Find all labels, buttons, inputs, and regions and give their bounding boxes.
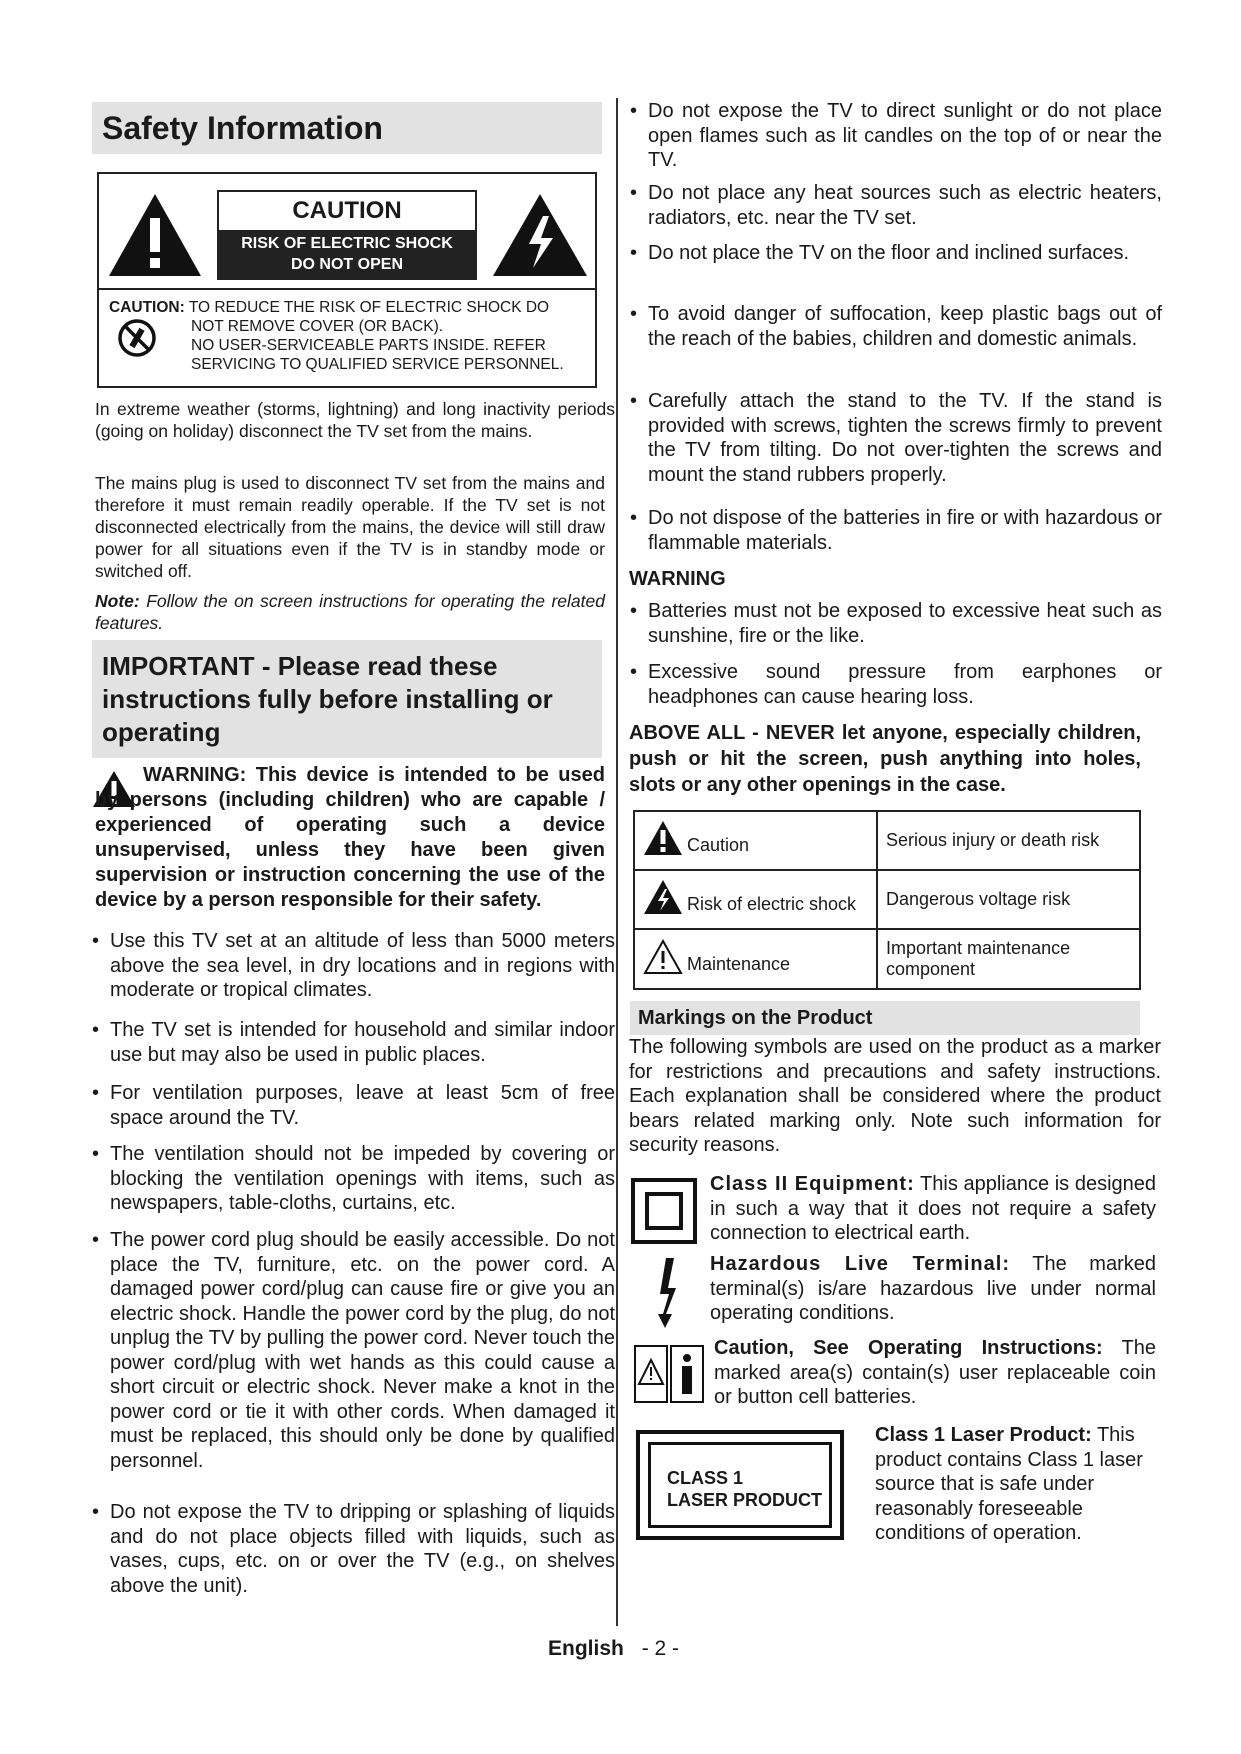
list-item: • To avoid danger of suffocation, keep plastic bags out of the reach of the babies, children and domestic animals. xyxy=(630,303,1162,350)
mains-paragraph: The mains plug is used to disconnect TV set from the mains and therefore it must remain readily operable. If the TV set is not disconnected electrically from the mains, the device will still draw power for all situations even if the TV is in standby mode or switched off. xyxy=(95,473,605,581)
table-row xyxy=(634,811,1140,870)
warning-heading: WARNING xyxy=(629,568,726,590)
see-instructions-icon xyxy=(632,1340,706,1406)
caution-box xyxy=(97,172,597,388)
list-item: • Do not expose the TV to direct sunlight or do not place open flames such as lit candles on the top of or near the TV. xyxy=(630,100,1162,171)
markings-heading: Markings on the Product xyxy=(630,1001,1140,1035)
electric-shock-icon xyxy=(643,879,683,915)
page-number: - 2 - xyxy=(641,1637,680,1660)
list-item: • Use this TV set at an altitude of less than 5000 meters above the sea level, in dry locations and in regions with moderate or tropical climates. xyxy=(92,930,615,1001)
list-item: • Excessive sound pressure from earphones or headphones can cause hearing loss. xyxy=(630,661,1162,708)
markings-intro: The following symbols are used on the product as a marker for restrictions and precautions and safety instructions. Each explanation shall be considered where the product bears related marking only. Note such information for security reasons. xyxy=(629,1036,1161,1156)
page-footer xyxy=(548,1636,679,1662)
shock-panel: RISK OF ELECTRIC SHOCK DO NOT OPEN xyxy=(219,230,475,278)
caution-text: CAUTION: TO REDUCE THE RISK OF ELECTRIC SHOCK DO NOT REMOVE COVER (OR BACK). NO USER-SERVICEABLE PARTS INSIDE. REFER SERVICING TO QUALIFIED SERVICE PERSONNEL. xyxy=(109,299,564,373)
symbols-table xyxy=(633,810,1141,990)
above-all-warning: ABOVE ALL - NEVER let anyone, especially children, push or hit the screen, push anything into holes, slots or any other openings in the case. xyxy=(629,722,1141,796)
symbol-cell: Caution xyxy=(634,811,877,870)
table-row xyxy=(634,870,1140,929)
symbol-cell: Risk of electric shock xyxy=(634,870,877,929)
meaning-cell: Important maintenance component xyxy=(877,929,1140,989)
meaning-cell: Dangerous voltage risk xyxy=(877,870,1140,929)
no-tools-icon xyxy=(117,318,157,358)
see-instructions-description: Caution, See Operating Instructions: The marked area(s) contain(s) user replaceable coin or button cell batteries. xyxy=(714,1337,1156,1408)
meaning-cell: Serious injury or death risk xyxy=(877,811,1140,870)
maintenance-icon xyxy=(643,939,683,975)
caution-icon xyxy=(643,820,683,856)
note-paragraph: Note: Follow the on screen instructions for operating the related features. xyxy=(95,591,605,633)
weather-paragraph: In extreme weather (storms, lightning) and long inactivity periods (going on holiday) disconnect the TV set from the mains. xyxy=(95,399,615,441)
list-item: • For ventilation purposes, leave at least 5cm of free space around the TV. xyxy=(92,1082,615,1129)
list-item: • The power cord plug should be easily accessible. Do not place the TV, furniture, etc. on the power cord. A damaged power cord/plug can cause fire or give you an electric shock. Handle the power cord by the plug, do not unplug the TV by pulling the power cord. Never touch the power cord/plug with wet hands as this could cause a short circuit or electric shock. Never make a knot in the power cord or tie it with other cords. When damaged it must be replaced, this should only be done by qualified personnel. xyxy=(92,1229,615,1472)
list-item: • Carefully attach the stand to the TV. If the stand is provided with screws, tighten the screws firmly to prevent the TV from tilting. Do not over-tighten the screws and mount the stand rubbers properly. xyxy=(630,390,1162,486)
page-title: Safety Information xyxy=(92,102,602,154)
caution-label-panel xyxy=(217,190,477,280)
hazardous-description: Hazardous Live Terminal: The marked terminal(s) is/are hazardous live under normal operating conditions. xyxy=(710,1253,1156,1324)
list-item: • Do not place any heat sources such as electric heaters, radiators, etc. near the TV set. xyxy=(630,182,1162,229)
list-item: • The TV set is intended for household and similar indoor use but may also be used in public places. xyxy=(92,1019,615,1066)
list-item: • Do not dispose of the batteries in fire or with hazardous or flammable materials. xyxy=(630,507,1162,554)
column-divider xyxy=(616,98,618,1626)
class-ii-description: Class II Equipment: This appliance is designed in such a way that it does not require a safety connection to electrical earth. xyxy=(710,1173,1157,1244)
caution-label: CAUTION xyxy=(292,197,402,224)
list-item: • Do not place the TV on the floor and inclined surfaces. xyxy=(630,242,1130,264)
footer-language: English xyxy=(548,1637,624,1660)
caution-box-divider xyxy=(99,288,595,290)
device-warning: WARNING: This device is intended to be used by persons (including children) who are capable / experienced of operating such a device unsupervised, unless they have been given supervision or instruction concerning the use of the device by a person responsible for their safety. xyxy=(95,764,605,911)
list-item: • The ventilation should not be impeded by covering or blocking the ventilation openings with items, such as newspapers, table-cloths, curtains, etc. xyxy=(92,1143,615,1214)
list-item: • Batteries must not be exposed to excessive heat such as sunshine, fire or the like. xyxy=(630,600,1162,647)
laser-description: Class 1 Laser Product: This product contains Class 1 laser source that is safe under reasonably foreseeable conditions of operation. xyxy=(875,1424,1143,1544)
laser-label-box: CLASS 1 LASER PRODUCT xyxy=(636,1430,844,1540)
important-heading: IMPORTANT - Please read these instructions fully before installing or operating xyxy=(92,640,602,758)
hazardous-live-icon xyxy=(654,1258,680,1328)
table-row xyxy=(634,929,1140,989)
symbol-cell: Maintenance xyxy=(634,929,877,989)
list-item: • Do not expose the TV to dripping or splashing of liquids and do not place objects filled with liquids, such as vases, cups, etc. on or over the TV (e.g., on shelves above the unit). xyxy=(92,1501,615,1597)
exclamation-warning-icon xyxy=(107,192,203,278)
lightning-warning-icon xyxy=(491,192,589,278)
class-ii-icon xyxy=(631,1178,697,1244)
